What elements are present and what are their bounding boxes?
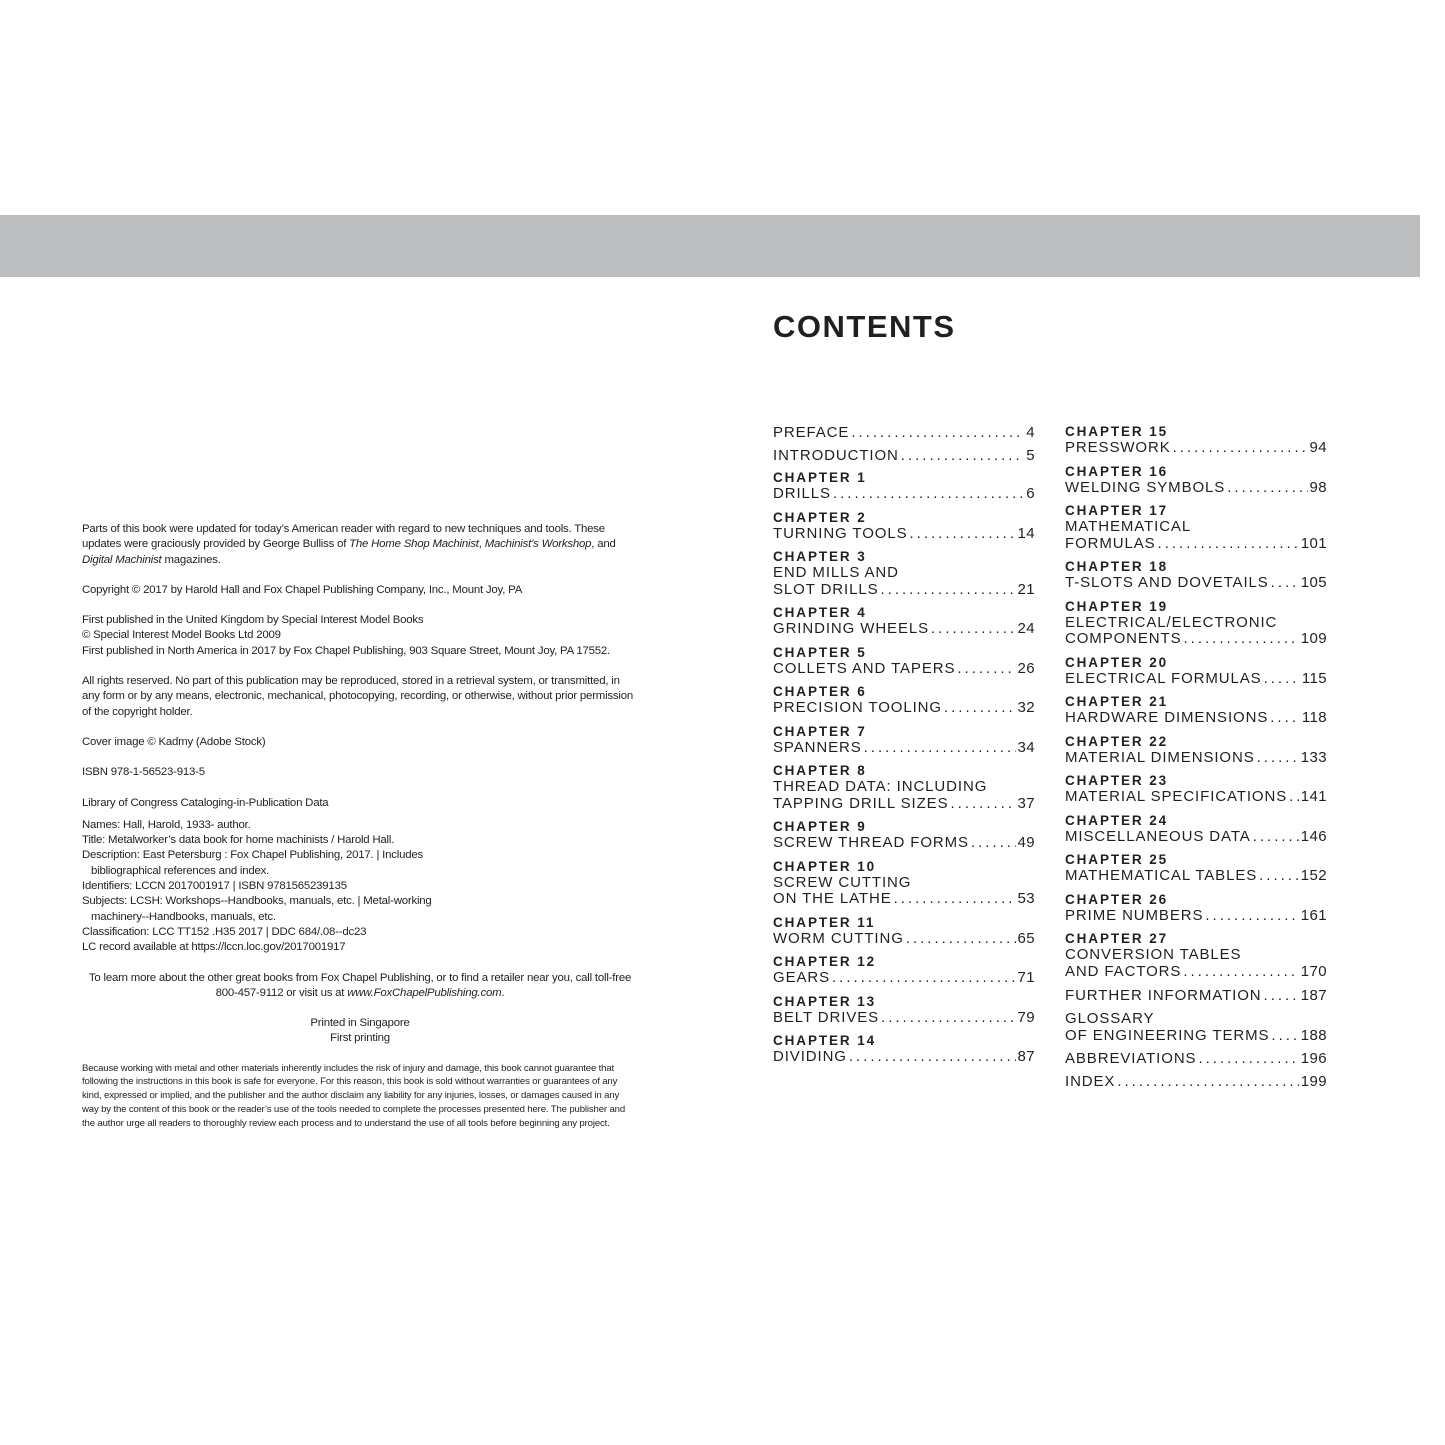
toc-title-row [1065, 671, 1327, 688]
dot-leader [881, 1010, 1015, 1027]
disclaimer: Because working with metal and other materials inherently includes the risk of injury and damage, this book cannot guarantee that following the instructions in this book is safe for everyone. For this reason, this book is sold without warranties or guarantees of any kind, expressed or implied, and the publisher and the author disclaim any liability for any injuries, losses, or damages caused in any way by the content of this book or the reader’s use of the tools needed to complete the processes presented here. The publisher and the author urge all readers to thoroughly review each process and to understand the use of all tools before beginning any project. [82, 1062, 626, 1129]
cip-identifiers: Identifiers: LCCN 2017001917 | ISBN 9781565239135 [82, 880, 347, 893]
chapter-title-line: SCREW CUTTING [773, 873, 912, 891]
dot-leader [931, 621, 1015, 638]
toc-title-row [1065, 789, 1327, 806]
toc-title-row [1065, 536, 1327, 553]
cip-subjects: Subjects: LCSH: Workshops--Handbooks, manuals, etc. | Metal-working [82, 895, 432, 908]
dot-leader [944, 700, 1016, 717]
chapter-number: CHAPTER 18 [1065, 559, 1169, 574]
dot-leader [864, 740, 1016, 757]
chapter-number: CHAPTER 19 [1065, 598, 1169, 614]
magazine-title: The Home Shop Machinist [349, 538, 479, 551]
chapter-number: CHAPTER 21 [1065, 694, 1169, 709]
page-number: 37 [1017, 794, 1035, 812]
dot-leader [1198, 1050, 1298, 1067]
dot-leader [1173, 440, 1308, 457]
toc-entry [1065, 503, 1327, 552]
dot-leader [1289, 789, 1299, 806]
page-number: 105 [1300, 574, 1327, 591]
toc-entry [1065, 464, 1327, 497]
dot-leader [1271, 1027, 1298, 1044]
toc-title-row [1065, 908, 1327, 925]
dot-leader [901, 447, 1024, 464]
contents-column-2 [1065, 424, 1327, 1096]
page-number: 161 [1300, 906, 1327, 924]
chapter-title: DRILLS [773, 485, 831, 502]
chapter-title: PRECISION TOOLING [773, 699, 942, 716]
toc-title-row [1065, 987, 1327, 1004]
toc-title-row [773, 891, 1035, 908]
toc-title-row [773, 1010, 1035, 1027]
dot-leader [1183, 964, 1298, 981]
dot-leader [1205, 908, 1298, 925]
chapter-number: CHAPTER 14 [773, 1033, 877, 1048]
toc-title-row [1065, 1027, 1327, 1044]
dot-leader [1259, 868, 1299, 885]
page-number: 24 [1017, 620, 1035, 637]
page-number: 152 [1300, 867, 1327, 884]
page-number: 188 [1300, 1027, 1327, 1044]
chapter-title-line: THREAD DATA: INCLUDING [773, 778, 988, 795]
toc-entry [773, 510, 1035, 543]
chapter-number: CHAPTER 13 [773, 993, 877, 1009]
chapter-title: BELT DRIVES [773, 1008, 880, 1026]
chapter-number: CHAPTER 20 [1065, 654, 1169, 670]
isbn: ISBN 978-1-56523-913-5 [82, 766, 205, 779]
cip-subjects-cont: machinery--Handbooks, manuals, etc. [91, 910, 276, 923]
page-number: 94 [1309, 439, 1327, 456]
chapter-title-line: CONVERSION TABLES [1065, 946, 1242, 963]
toc-entry [1065, 813, 1327, 846]
page-number: 26 [1017, 659, 1035, 677]
toc-entry [1065, 931, 1327, 980]
toc-title-row [773, 700, 1035, 717]
chapter-title: WORM CUTTING [773, 929, 904, 947]
dot-leader [832, 970, 1015, 987]
chapter-number: CHAPTER 5 [773, 644, 867, 660]
page-number: 4 [1026, 424, 1035, 441]
chapter-title: INDEX [1065, 1073, 1116, 1090]
chapter-title-line: END MILLS AND [773, 564, 899, 581]
page-number: 71 [1017, 969, 1035, 986]
chapter-title: COLLETS AND TAPERS [773, 659, 956, 677]
toc-entry [773, 859, 1035, 908]
page-number: 146 [1300, 827, 1327, 845]
dot-leader [833, 486, 1024, 503]
dot-leader [1264, 671, 1300, 688]
cip-description-cont: bibliographical references and index. [91, 864, 270, 877]
toc-title-row [773, 661, 1035, 678]
dot-leader [894, 891, 1016, 908]
toc-title-row [773, 582, 1035, 599]
publication-uk-copyright: © Special Interest Model Books Ltd 2009 [82, 629, 281, 642]
chapter-number: CHAPTER 10 [773, 858, 877, 874]
toc-title-row [1065, 1050, 1327, 1067]
update-credit: Parts of this book were updated for today’s American reader with regard to new techniques and tools. These updates were graciously provided by George Bulliss of The Home Shop Machinist, Machinist’s Workshop, and Digital Machinist magazines. [82, 523, 616, 566]
contents-title: CONTENTS [773, 309, 956, 344]
chapter-number: CHAPTER 16 [1065, 463, 1169, 479]
toc-entry [1065, 655, 1327, 688]
chapter-number: CHAPTER 9 [773, 819, 867, 834]
chapter-title: T-SLOTS AND DOVETAILS [1065, 574, 1269, 591]
page-number: 49 [1017, 834, 1035, 851]
toc-title-row [773, 526, 1035, 543]
toc-title-row [1065, 440, 1327, 457]
cip-description: Description: East Petersburg : Fox Chapel Publishing, 2017. | Includes [82, 849, 423, 862]
toc-title-row [773, 486, 1035, 503]
chapter-number: CHAPTER 22 [1065, 733, 1169, 749]
cip-classification: Classification: LCC TT152 .H35 2017 | DDC 684/.08--dc23 [82, 925, 367, 938]
dot-leader [910, 526, 1016, 543]
toc-entry [773, 819, 1035, 852]
toc-entry [773, 447, 1035, 464]
toc-entry [1065, 1073, 1327, 1090]
page-number: 21 [1017, 580, 1035, 598]
magazine-title: Digital Machinist [82, 553, 162, 566]
dot-leader [849, 1049, 1016, 1066]
toc-entry [773, 684, 1035, 717]
page-number: 34 [1017, 738, 1035, 756]
chapter-title: ABBREVIATIONS [1065, 1050, 1197, 1067]
chapter-title: MATERIAL SPECIFICATIONS [1065, 788, 1288, 805]
page-number: 6 [1026, 485, 1035, 502]
toc-title-row [773, 1049, 1035, 1066]
publication-na: First published in North America in 2017 by Fox Chapel Publishing, 903 Square Street, Mount Joy, PA 17552. [82, 644, 610, 657]
cip-title: Title: Metalworker’s data book for home machinists / Harold Hall. [82, 834, 395, 847]
chapter-title: MISCELLANEOUS DATA [1065, 827, 1251, 845]
page-number: 187 [1300, 987, 1327, 1004]
chapter-title: SLOT DRILLS [773, 580, 879, 598]
chapter-title: INTRODUCTION [773, 447, 899, 464]
chapter-number: CHAPTER 17 [1065, 503, 1169, 518]
chapter-title-line: ELECTRICAL/ELECTRONIC [1065, 613, 1278, 631]
page-number: 115 [1301, 669, 1327, 687]
chapter-number: CHAPTER 12 [773, 954, 877, 969]
page-number: 14 [1017, 524, 1035, 542]
dot-leader [971, 835, 1016, 852]
chapter-title: AND FACTORS [1065, 962, 1182, 980]
toc-entry [1065, 424, 1327, 457]
toc-entry [1065, 987, 1327, 1004]
toc-title-row [773, 796, 1035, 813]
toc-entry [1065, 694, 1327, 727]
chapter-number: CHAPTER 7 [773, 723, 867, 739]
chapter-number: CHAPTER 25 [1065, 852, 1169, 867]
chapter-title: SPANNERS [773, 738, 862, 756]
page-number: 5 [1026, 447, 1035, 464]
page-number: 109 [1300, 630, 1327, 647]
toc-entry [773, 424, 1035, 441]
chapter-title: MATERIAL DIMENSIONS [1065, 748, 1255, 766]
toc-title-row [1065, 575, 1327, 592]
toc-entry [1065, 734, 1327, 767]
toc-entry [1065, 773, 1327, 806]
dot-leader [957, 661, 1015, 678]
page-number: 199 [1300, 1073, 1327, 1090]
chapter-title: ON THE LATHE [773, 890, 892, 907]
dot-leader [1227, 480, 1307, 497]
toc-title-row [1065, 480, 1327, 497]
chapter-title: GRINDING WHEELS [773, 620, 930, 637]
toc-title-row [1065, 750, 1327, 767]
loc-heading: Library of Congress Cataloging-in-Publication Data [82, 796, 329, 809]
cover-credit: Cover image © Kadmy (Adobe Stock) [82, 735, 266, 748]
chapter-title: PREFACE [773, 424, 850, 441]
toc-entry [773, 954, 1035, 987]
chapter-number: CHAPTER 15 [1065, 424, 1169, 439]
printing: First printing [330, 1032, 390, 1045]
page-number: 141 [1300, 788, 1327, 805]
toc-entry [1065, 892, 1327, 925]
toc-entry [1065, 1050, 1327, 1067]
chapter-number: CHAPTER 8 [773, 763, 867, 778]
toc-entry [773, 645, 1035, 678]
chapter-title: TURNING TOOLS [773, 524, 908, 542]
dot-leader [1117, 1073, 1298, 1090]
toc-title-row [773, 970, 1035, 987]
header-band [0, 215, 1420, 277]
toc-entry [1065, 559, 1327, 592]
chapter-number: CHAPTER 2 [773, 509, 867, 525]
publication-uk: First published in the United Kingdom by Special Interest Model Books [82, 614, 424, 627]
chapter-title: FURTHER INFORMATION [1065, 987, 1262, 1004]
page-number: 98 [1309, 478, 1327, 496]
chapter-number: CHAPTER 4 [773, 605, 867, 620]
chapter-title: COMPONENTS [1065, 630, 1182, 647]
chapter-number: CHAPTER 6 [773, 684, 867, 699]
cip-lc-record: LC record available at https://lccn.loc.gov/2017001917 [82, 941, 346, 954]
page-number: 65 [1017, 929, 1035, 947]
chapter-title: PRIME NUMBERS [1065, 906, 1204, 924]
page-number: 32 [1017, 699, 1035, 716]
toc-title-row [1065, 829, 1327, 846]
copyright-line: Copyright © 2017 by Harold Hall and Fox Chapel Publishing Company, Inc., Mount Joy, PA [82, 583, 523, 596]
page-number: 133 [1300, 748, 1327, 766]
chapter-title-line: MATHEMATICAL [1065, 518, 1192, 535]
toc-entry [1065, 1010, 1327, 1044]
page-number: 170 [1300, 962, 1327, 980]
toc-entry [773, 549, 1035, 598]
toc-entry [773, 724, 1035, 757]
toc-title-row [1065, 710, 1327, 727]
toc-title-row [1065, 964, 1327, 981]
chapter-title-line: GLOSSARY [1065, 1010, 1155, 1027]
chapter-title: MATHEMATICAL TABLES [1065, 867, 1258, 884]
page-number: 196 [1300, 1050, 1327, 1067]
chapter-title: SCREW THREAD FORMS [773, 834, 969, 851]
toc-title-row [1065, 631, 1327, 648]
toc-entry [773, 915, 1035, 948]
page-number: 101 [1300, 534, 1327, 552]
chapter-title: ELECTRICAL FORMULAS [1065, 669, 1262, 687]
printed-in: Printed in Singapore [310, 1017, 410, 1030]
chapter-number: CHAPTER 27 [1065, 931, 1169, 946]
dot-leader [881, 582, 1016, 599]
publisher-url: www.FoxChapelPublishing.com [347, 986, 502, 999]
cip-names: Names: Hall, Harold, 1933- author. [82, 818, 251, 831]
dot-leader [1264, 987, 1299, 1004]
dot-leader [1158, 536, 1299, 553]
chapter-number: CHAPTER 24 [1065, 812, 1169, 828]
toc-title-row [1065, 1073, 1327, 1090]
chapter-title: DIVIDING [773, 1048, 847, 1065]
toc-title-row [773, 424, 1035, 441]
contents-column-1 [773, 424, 1035, 1073]
chapter-title: OF ENGINEERING TERMS [1065, 1027, 1270, 1044]
toc-title-row [773, 835, 1035, 852]
magazine-title: Machinist’s Workshop [484, 538, 592, 551]
chapter-number: CHAPTER 26 [1065, 891, 1169, 907]
chapter-number: CHAPTER 23 [1065, 773, 1169, 788]
chapter-title: FORMULAS [1065, 534, 1156, 552]
toc-title-row [773, 740, 1035, 757]
dot-leader [1253, 829, 1299, 846]
dot-leader [950, 796, 1015, 813]
chapter-number: CHAPTER 1 [773, 470, 867, 485]
toc-entry [773, 470, 1035, 503]
dot-leader [906, 931, 1016, 948]
learn-more: To learn more about the other great books from Fox Chapel Publishing, or to find a retailer near you, call toll-free 800-457-9112 or visit us at www.FoxChapelPublishing.com. [88, 971, 632, 999]
dot-leader [1257, 750, 1299, 767]
toc-entry [1065, 852, 1327, 885]
page-number: 53 [1017, 890, 1035, 907]
page-number: 87 [1017, 1048, 1035, 1065]
chapter-title: HARDWARE DIMENSIONS [1065, 709, 1269, 726]
chapter-number: CHAPTER 3 [773, 549, 867, 564]
toc-entry [773, 994, 1035, 1027]
page-number: 79 [1017, 1008, 1035, 1026]
toc-entry [773, 605, 1035, 638]
chapter-title: TAPPING DRILL SIZES [773, 794, 949, 812]
dot-leader [1184, 631, 1299, 648]
toc-title-row [773, 931, 1035, 948]
chapter-title: WELDING SYMBOLS [1065, 478, 1226, 496]
chapter-number: CHAPTER 11 [773, 914, 876, 930]
toc-title-row [773, 621, 1035, 638]
toc-entry [773, 763, 1035, 812]
chapter-title: GEARS [773, 969, 831, 986]
toc-entry [1065, 599, 1327, 648]
page-number: 118 [1301, 709, 1327, 726]
toc-title-row [1065, 868, 1327, 885]
toc-entry [773, 1033, 1035, 1066]
chapter-title: PRESSWORK [1065, 439, 1171, 456]
toc-title-row [773, 447, 1035, 464]
dot-leader [851, 424, 1024, 441]
copyright-page [82, 522, 638, 1130]
rights-statement: All rights reserved. No part of this publication may be reproduced, stored in a retrieval system, or transmitted, in any form or by any means, electronic, mechanical, photocopying, recording, or otherwise, without prior permission of the copyright holder. [82, 675, 633, 718]
dot-leader [1270, 710, 1300, 727]
dot-leader [1271, 575, 1299, 592]
